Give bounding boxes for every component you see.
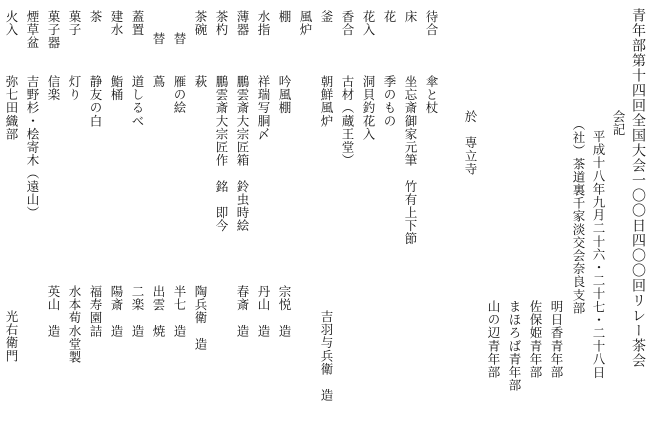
- item-value: 雁の絵: [172, 75, 187, 115]
- item-label: 菓子: [67, 10, 82, 37]
- host-group-1: 明日香青年部: [549, 300, 564, 379]
- item-value: 萩: [193, 75, 208, 89]
- item-maker: 丹山 造: [256, 285, 271, 338]
- item-label: 棚: [277, 10, 292, 24]
- item-value: 古材（蔵王堂）: [340, 75, 355, 167]
- item-value: 坐忘斎御家元筆 竹有上下節: [403, 75, 418, 246]
- item-label: 火入: [4, 10, 19, 37]
- item-value: 季のもの: [382, 75, 397, 128]
- item-value: 灯り: [67, 75, 82, 102]
- item-maker: 英山 造: [46, 285, 61, 338]
- item-label: 待合: [424, 10, 439, 37]
- item-value: 道しるべ: [130, 75, 145, 128]
- item-maker: 陽斎 造: [109, 285, 124, 338]
- item-label: 釜: [319, 10, 334, 24]
- item-label: 水指: [256, 10, 271, 37]
- item-value: 鵬雲斎大宗匠箱 鈴虫時絵: [235, 75, 250, 233]
- item-maker: 福寿園詰: [88, 285, 103, 338]
- document-title: 青年部第十四回全国大会一〇〇日四〇〇回リレー茶会: [630, 8, 646, 368]
- item-value: 吟風棚: [277, 75, 292, 115]
- host-organization: （社）茶道裏千家淡交会奈良支部: [571, 118, 586, 315]
- item-value: 弥七田織部: [4, 75, 19, 141]
- venue: 於 専立寺: [463, 110, 478, 176]
- item-maker: 陶兵衛 造: [193, 285, 208, 351]
- item-label: 床: [403, 10, 418, 24]
- item-label: 蓋置: [130, 10, 145, 37]
- item-maker: 吉羽与兵衛 造: [319, 310, 334, 402]
- item-maker: 宗悦 造: [277, 285, 292, 338]
- host-group-3: まほろば青年部: [507, 300, 522, 392]
- item-value: 静友の白: [88, 75, 103, 128]
- item-value: 洞貝釣花入: [361, 75, 376, 141]
- item-value: 吉野杉・桧寄木（遠山）: [25, 75, 40, 220]
- item-label: 花: [382, 10, 397, 24]
- item-label: 薄器: [235, 10, 250, 37]
- item-value: 鮨桶: [109, 75, 124, 102]
- item-label: 花入: [361, 10, 376, 37]
- item-maker: 水本荀水堂製: [67, 285, 82, 364]
- item-label: 建水: [109, 10, 124, 37]
- item-label: 茶: [88, 10, 103, 24]
- item-value: 信楽: [46, 75, 61, 102]
- item-label: 茶杓: [214, 10, 229, 37]
- host-group-4: 山の辺青年部: [486, 300, 501, 379]
- item-value: 祥瑞写胴〆: [256, 75, 271, 141]
- host-group-2: 佐保姫青年部: [528, 300, 543, 379]
- item-label: 菓子器: [46, 10, 61, 50]
- item-label: 煙草盆: [25, 10, 40, 50]
- item-label: 風炉: [298, 10, 313, 37]
- item-maker: 半七 造: [172, 285, 187, 338]
- item-maker: 二楽 造: [130, 285, 145, 338]
- item-maker: 光右衛門: [4, 310, 19, 363]
- item-label: 替: [151, 32, 166, 46]
- item-label: 茶碗: [193, 10, 208, 37]
- item-value: 蔦: [151, 75, 166, 89]
- item-label: 替: [172, 32, 187, 46]
- item-maker: 春斎 造: [235, 285, 250, 338]
- item-label: 香合: [340, 10, 355, 37]
- item-value: 鵬雲斎大宗匠作 銘 即今: [214, 75, 229, 233]
- item-maker: 出雲 焼: [151, 285, 166, 338]
- item-value: 朝鮮風炉: [319, 75, 334, 128]
- event-date: 平成十八年九月二十六・二十七・二十八日: [591, 130, 606, 379]
- kaiki-heading: 会記: [611, 110, 626, 137]
- item-value: 傘と杖: [424, 75, 439, 115]
